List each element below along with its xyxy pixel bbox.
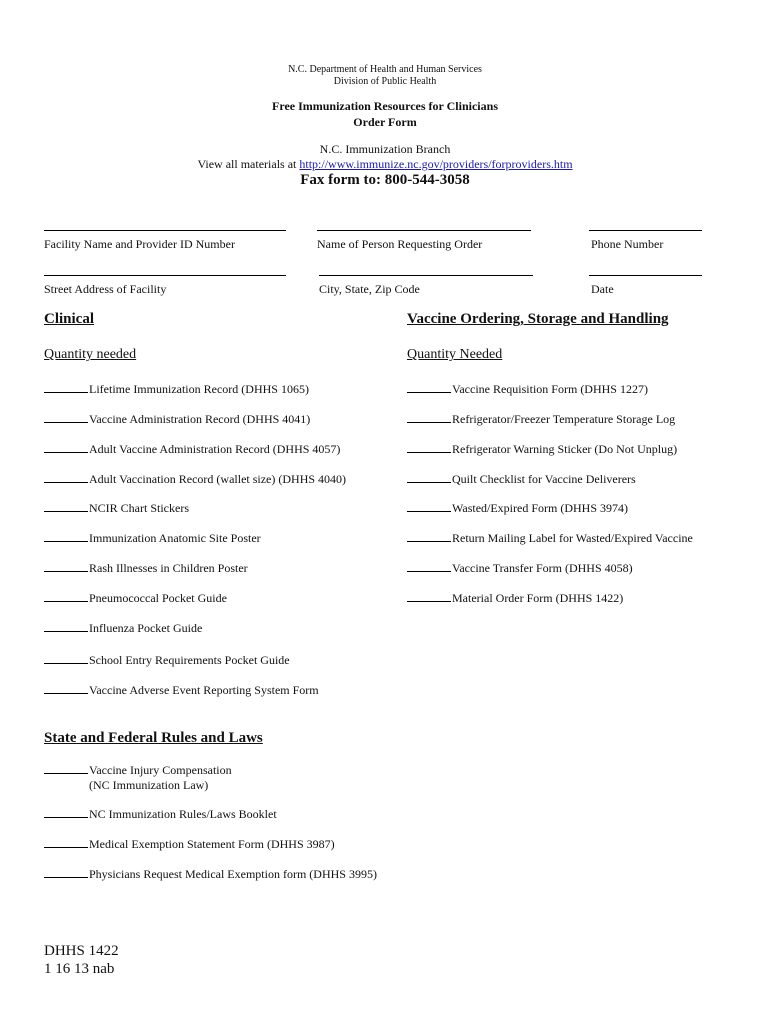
department-name: N.C. Department of Health and Human Services bbox=[288, 64, 482, 75]
rules-item bbox=[44, 763, 232, 793]
requester-field[interactable] bbox=[317, 230, 531, 252]
rules-item-label: NC Immunization Rules/Laws Booklet bbox=[89, 807, 277, 821]
quantity-blank[interactable] bbox=[407, 422, 451, 423]
date-line[interactable] bbox=[589, 275, 702, 276]
quantity-blank[interactable] bbox=[44, 511, 88, 512]
vaccine-qty-label: Quantity Needed bbox=[407, 347, 503, 362]
quantity-blank[interactable] bbox=[44, 663, 88, 664]
rules-item bbox=[44, 867, 377, 882]
clinical-item-label: Lifetime Immunization Record (DHHS 1065) bbox=[89, 382, 309, 396]
vaccine-item bbox=[407, 531, 693, 546]
quantity-blank[interactable] bbox=[407, 392, 451, 393]
clinical-item-label: Vaccine Administration Record (DHHS 4041) bbox=[89, 412, 311, 426]
vaccine-item-label: Vaccine Requisition Form (DHHS 1227) bbox=[452, 382, 648, 396]
form-subtitle: Order Form bbox=[353, 115, 417, 129]
phone-label: Phone Number bbox=[591, 237, 664, 251]
quantity-blank[interactable] bbox=[407, 601, 451, 602]
vaccine-item-label: Material Order Form (DHHS 1422) bbox=[452, 591, 624, 605]
quantity-blank[interactable] bbox=[407, 482, 451, 483]
quantity-blank[interactable] bbox=[44, 541, 88, 542]
quantity-blank[interactable] bbox=[44, 482, 88, 483]
vaccine-item-label: Refrigerator Warning Sticker (Do Not Unplug) bbox=[452, 442, 678, 456]
phone-field[interactable] bbox=[589, 230, 702, 252]
rules-item-sublabel: (NC Immunization Law) bbox=[89, 778, 209, 792]
quantity-blank[interactable] bbox=[44, 817, 88, 818]
vaccine-item-label: Return Mailing Label for Wasted/Expired Vaccine bbox=[452, 531, 693, 545]
clinical-item-label: Influenza Pocket Guide bbox=[89, 621, 203, 635]
clinical-item bbox=[44, 653, 290, 668]
quantity-blank[interactable] bbox=[407, 511, 451, 512]
clinical-item bbox=[44, 591, 227, 606]
clinical-item bbox=[44, 472, 346, 487]
clinical-item bbox=[44, 531, 261, 546]
quantity-blank[interactable] bbox=[407, 571, 451, 572]
view-materials-prefix: View all materials at bbox=[197, 157, 300, 171]
vaccine-item bbox=[407, 382, 648, 397]
form-revision: 1 16 13 nab bbox=[44, 961, 115, 977]
quantity-blank[interactable] bbox=[407, 452, 451, 453]
vaccine-heading: Vaccine Ordering, Storage and Handling bbox=[407, 311, 669, 327]
clinical-item-label: Pneumococcal Pocket Guide bbox=[89, 591, 227, 605]
vaccine-item-label: Wasted/Expired Form (DHHS 3974) bbox=[452, 501, 629, 515]
quantity-blank[interactable] bbox=[44, 847, 88, 848]
facility-field[interactable] bbox=[44, 230, 286, 252]
clinical-item-label: Adult Vaccination Record (wallet size) (DHHS 4040) bbox=[89, 472, 347, 486]
fax-number: Fax form to: 800-544-3058 bbox=[300, 172, 470, 188]
clinical-heading: Clinical bbox=[44, 311, 95, 327]
clinical-item-label: Rash Illnesses in Children Poster bbox=[89, 561, 248, 575]
street-field[interactable] bbox=[44, 275, 286, 297]
rules-item bbox=[44, 807, 277, 822]
rules-heading: State and Federal Rules and Laws bbox=[44, 730, 263, 746]
street-label: Street Address of Facility bbox=[44, 282, 167, 296]
facility-label: Facility Name and Provider ID Number bbox=[44, 237, 235, 251]
clinical-item-label: Adult Vaccine Administration Record (DHHS 4057) bbox=[89, 442, 341, 456]
division-name: Division of Public Health bbox=[333, 76, 437, 87]
facility-line[interactable] bbox=[44, 230, 286, 231]
rules-item-label: Medical Exemption Statement Form (DHHS 3987) bbox=[89, 837, 335, 851]
clinical-item bbox=[44, 442, 340, 457]
clinical-item bbox=[44, 412, 310, 427]
form-id: DHHS 1422 bbox=[44, 943, 119, 959]
quantity-blank[interactable] bbox=[44, 773, 88, 774]
clinical-item-label: School Entry Requirements Pocket Guide bbox=[89, 653, 290, 667]
clinical-item bbox=[44, 683, 319, 698]
vaccine-item-label: Quilt Checklist for Vaccine Deliverers bbox=[452, 472, 636, 486]
quantity-blank[interactable] bbox=[44, 693, 88, 694]
city-line[interactable] bbox=[319, 275, 533, 276]
quantity-blank[interactable] bbox=[44, 877, 88, 878]
form-footer bbox=[44, 942, 119, 978]
vaccine-item-label: Refrigerator/Freezer Temperature Storage Log bbox=[452, 412, 676, 426]
quantity-blank[interactable] bbox=[44, 571, 88, 572]
view-materials-line bbox=[0, 157, 770, 172]
clinical-item bbox=[44, 382, 309, 397]
vaccine-item bbox=[407, 561, 633, 576]
vaccine-item bbox=[407, 442, 677, 457]
vaccine-item bbox=[407, 472, 636, 487]
quantity-blank[interactable] bbox=[44, 631, 88, 632]
phone-line[interactable] bbox=[589, 230, 702, 231]
date-label: Date bbox=[591, 282, 614, 296]
quantity-blank[interactable] bbox=[44, 392, 88, 393]
requester-label: Name of Person Requesting Order bbox=[317, 237, 483, 251]
rules-item-label: Vaccine Injury Compensation bbox=[89, 763, 232, 777]
clinical-item-label: Immunization Anatomic Site Poster bbox=[89, 531, 261, 545]
requester-line[interactable] bbox=[317, 230, 531, 231]
quantity-blank[interactable] bbox=[407, 541, 451, 542]
branch-name: N.C. Immunization Branch bbox=[319, 142, 451, 156]
date-field[interactable] bbox=[589, 275, 702, 297]
clinical-qty-label: Quantity needed bbox=[44, 347, 137, 362]
quantity-blank[interactable] bbox=[44, 422, 88, 423]
clinical-item-label: NCIR Chart Stickers bbox=[89, 501, 189, 515]
street-line[interactable] bbox=[44, 275, 286, 276]
vaccine-item bbox=[407, 501, 628, 516]
materials-link[interactable]: http://www.immunize.nc.gov/providers/forproviders.htm bbox=[299, 157, 573, 171]
form-title: Free Immunization Resources for Clinicians bbox=[272, 99, 498, 113]
vaccine-item bbox=[407, 591, 623, 606]
quantity-blank[interactable] bbox=[44, 452, 88, 453]
clinical-item bbox=[44, 621, 202, 636]
clinical-item-label: Vaccine Adverse Event Reporting System Form bbox=[89, 683, 319, 697]
city-field[interactable] bbox=[319, 275, 533, 297]
clinical-item bbox=[44, 501, 189, 516]
vaccine-item-label: Vaccine Transfer Form (DHHS 4058) bbox=[452, 561, 633, 575]
vaccine-item bbox=[407, 412, 675, 427]
clinical-item bbox=[44, 561, 248, 576]
city-label: City, State, Zip Code bbox=[319, 282, 420, 296]
rules-item bbox=[44, 837, 335, 852]
rules-item-label: Physicians Request Medical Exemption form (DHHS 3995) bbox=[89, 867, 377, 881]
quantity-blank[interactable] bbox=[44, 601, 88, 602]
